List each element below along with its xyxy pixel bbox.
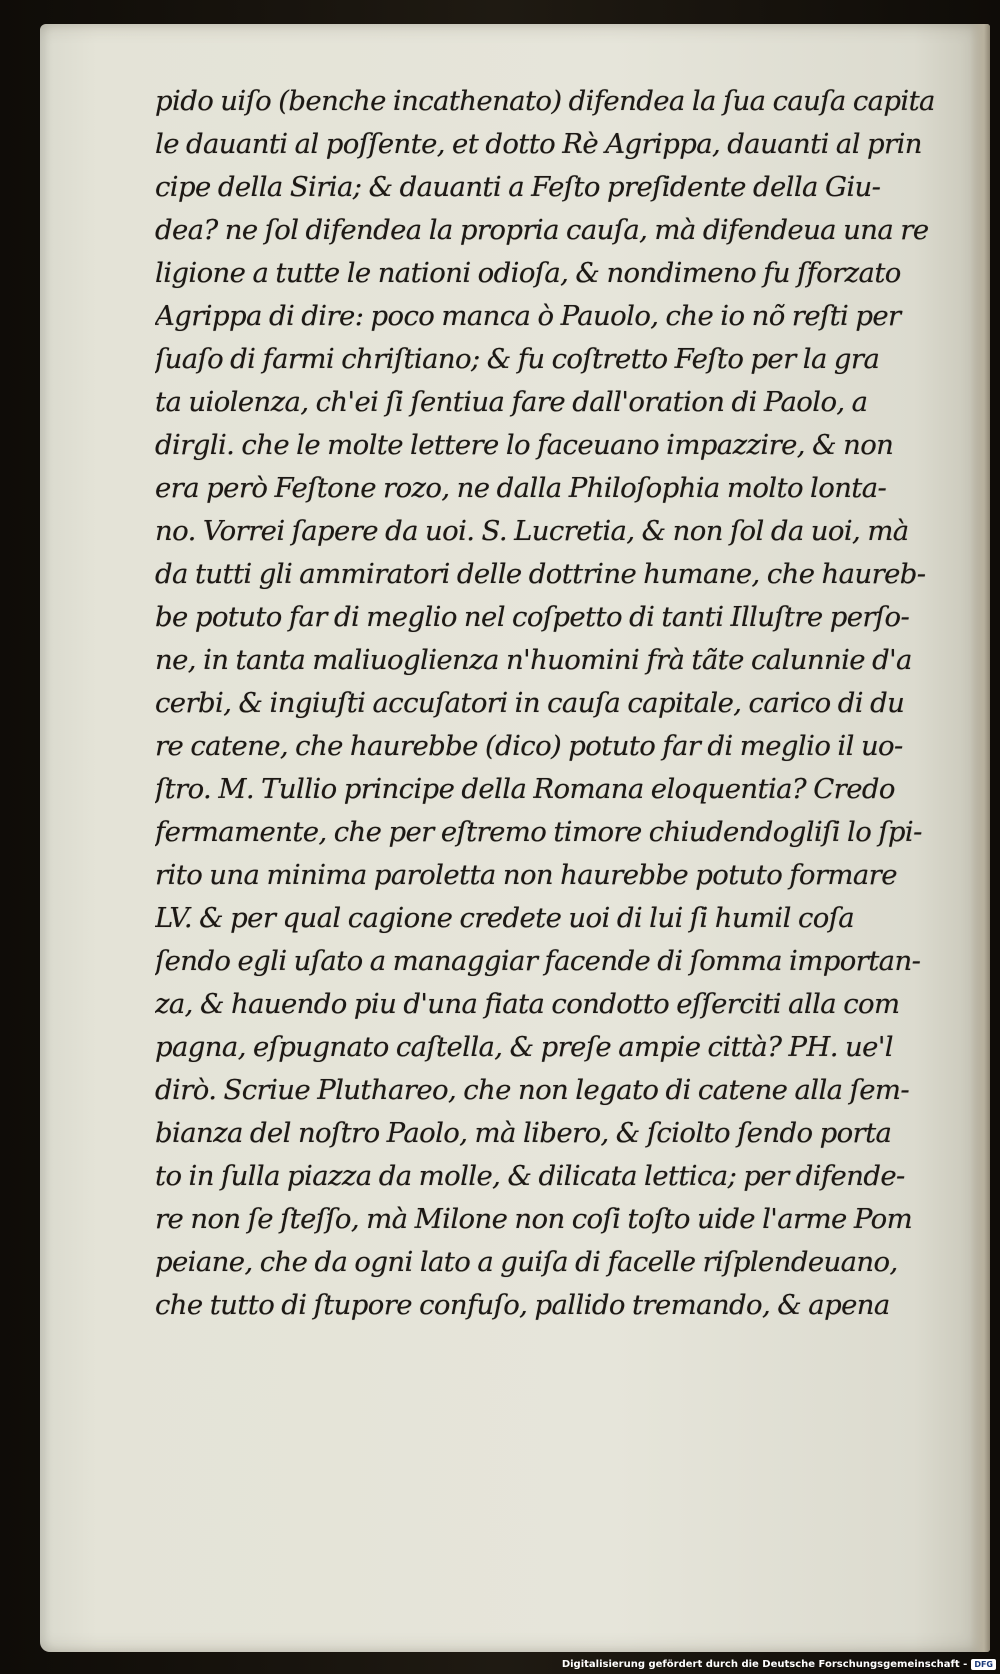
text-line: ne, in tanta maliuoglienza n'huomini frà tãte calunnie d'a: [155, 644, 912, 676]
text-line: ſendo egli uſato a managgiar facende di ſomma importan-: [155, 945, 921, 977]
text-line: dirgli. che le molte lettere lo faceuano impazzire, & non: [155, 429, 894, 461]
text-line: Agrippa di dire: poco manca ò Pauolo, che io nõ reſti per: [155, 300, 901, 332]
text-line: re catene, che haurebbe (dico) potuto far di meglio il uo-: [155, 730, 903, 762]
text-line: cerbi, & ingiuſti accuſatori in cauſa capitale, carico di du: [155, 687, 905, 719]
text-line: LV. & per qual cagione credete uoi di lui ſi humil coſa: [155, 902, 855, 934]
text-line: pagna, eſpugnato caſtella, & preſe ampie città? PH. ue'l: [155, 1031, 894, 1063]
text-line: no. Vorrei ſapere da uoi. S. Lucretia, & non ſol da uoi, mà: [155, 515, 909, 547]
text-line: dea? ne ſol difendea la propria cauſa, mà difendeua una re: [155, 214, 929, 246]
credit-text: Digitalisierung gefördert durch die Deutsche Forschungsgemeinschaft -: [561, 1659, 968, 1670]
text-line: to in ſulla piazza da molle, & dilicata lettica; per difende-: [155, 1160, 905, 1192]
text-line: be potuto far di meglio nel coſpetto di tanti Illuſtre perſo-: [155, 601, 910, 633]
text-line: ligione a tutte le nationi odioſa, & nondimeno fu ſforzato: [155, 257, 901, 289]
text-line: ſtro. M. Tullio principe della Romana eloquentia? Credo: [155, 773, 895, 805]
page-text: [155, 80, 935, 1327]
text-line: fermamente, che per eſtremo timore chiudendogliſi lo ſpi-: [155, 816, 922, 848]
text-line: ta uiolenza, ch'ei ſi ſentiua fare dall'oration di Paolo, a: [155, 386, 868, 418]
dfg-logo: DFG: [971, 1659, 996, 1670]
text-line: cipe della Siria; & dauanti a Feſto preſidente della Giu-: [155, 171, 881, 203]
text-line: le dauanti al poſſente, et dotto Rè Agrippa, dauanti al prin: [155, 128, 922, 160]
text-line: re non ſe ſteſſo, mà Milone non coſi toſto uide l'arme Pom: [155, 1203, 913, 1235]
text-line: da tutti gli ammiratori delle dottrine humane, che haureb-: [155, 558, 926, 590]
text-line: dirò. Scriue Pluthareo, che non legato di catene alla ſem-: [155, 1074, 910, 1106]
text-line: bianza del noſtro Paolo, mà libero, & ſciolto ſendo porta: [155, 1117, 892, 1149]
text-line: che tutto di ſtupore confuſo, pallido tremando, & apena: [155, 1289, 890, 1321]
text-line: ſuaſo di farmi chriſtiano; & fu coſtretto Feſto per la gra: [155, 343, 880, 375]
text-line: rito una minima paroletta non haurebbe potuto formare: [155, 859, 897, 891]
digitization-credit: [562, 1659, 996, 1670]
page-edge: [970, 24, 990, 1652]
text-line: za, & hauendo piu d'una fiata condotto eſſerciti alla com: [155, 988, 900, 1020]
text-line: pido uiſo (benche incathenato) difendea la ſua cauſa capita: [155, 85, 935, 117]
text-line: peiane, che da ogni lato a guiſa di facelle riſplendeuano,: [155, 1246, 898, 1278]
text-line: era però Feſtone rozo, ne dalla Philoſophia molto lonta-: [155, 472, 887, 504]
